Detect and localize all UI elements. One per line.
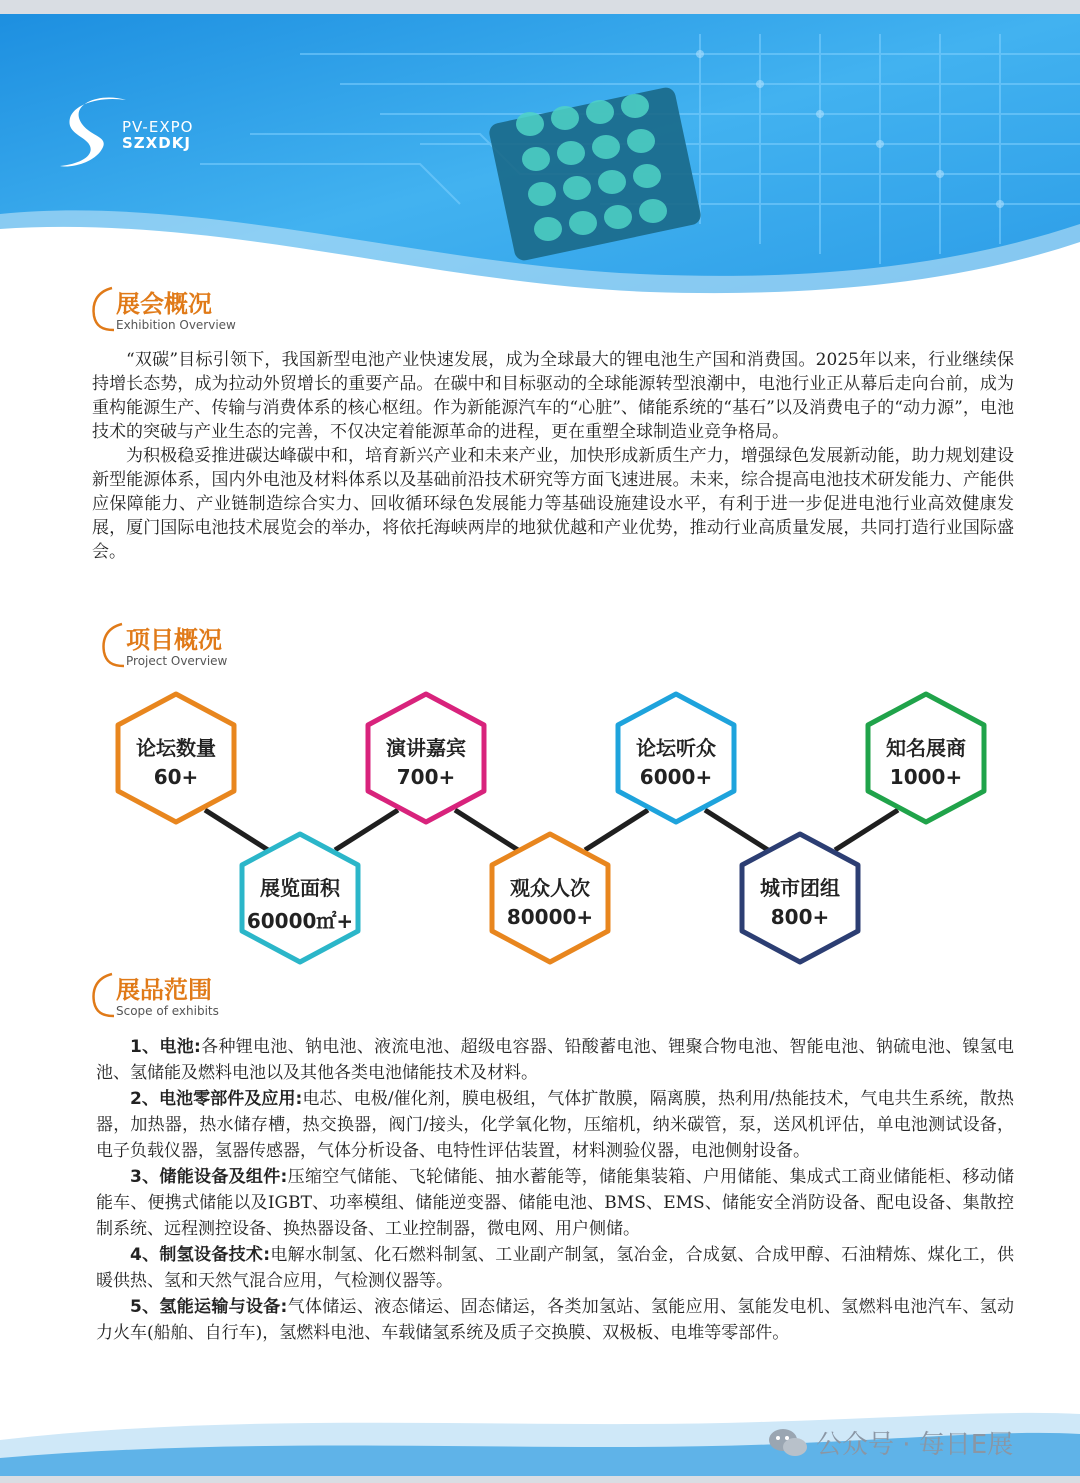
overview-paragraph: “双碳”目标引领下，我国新型电池产业快速发展，成为全球最大的锂电池生产国和消费国。2025年以来，行业继续保持增长态势，成为拉动外贸增长的重要产品。在碳中和目标驱动的全球能源转型浪潮中，电池行业正从幕后走向台前，成为重构能源生产、传输与消费体系的核心枢纽。作为新能源汽车的“心脏”、储能系统的“基石”以及消费电子的“动力源”，电池技术的突破与产业生态的完善，不仅决定着能源革命的进程，更在重塑全球制造业竞争格局。 xyxy=(92,350,1014,442)
scope-list xyxy=(96,1034,1014,1346)
scope-title: 展品范围 xyxy=(116,976,212,1004)
stat-value: 60000㎡+ xyxy=(246,909,354,933)
stat-value: 80000+ xyxy=(506,905,594,929)
scope-item xyxy=(96,1086,1014,1164)
overview-title: 展会概况 xyxy=(116,290,212,318)
logo-s-icon xyxy=(60,94,130,174)
scope-item xyxy=(96,1242,1014,1294)
project-title: 项目概况 xyxy=(126,626,222,654)
scope-item-head: 4、制氢设备技术: xyxy=(130,1245,271,1265)
stat-label: 展览面积 xyxy=(260,876,340,900)
stat-hex-exhibitors xyxy=(864,690,988,826)
scope-item-text: 压缩空气储能、飞轮储能、抽水蓄能等，储能集装箱、户用储能、集成式工商业储能柜、移动储能车、便携式储能以及IGBT、功率模组、储能逆变器、储能电池、BMS、EMS、储能安全消防设备、配电设备、集散控制系统、远程测控设备、换热器设备、工业控制器，微电网、用户侧储。 xyxy=(96,1167,1014,1239)
scope-item-head: 2、电池零部件及应用: xyxy=(130,1089,303,1109)
project-subtitle: Project Overview xyxy=(126,654,228,668)
scope-item-head: 5、氢能运输与设备: xyxy=(130,1297,288,1317)
stat-label: 城市团组 xyxy=(760,876,840,900)
scope-subtitle: Scope of exhibits xyxy=(116,1004,219,1018)
scope-item-head: 1、电池: xyxy=(130,1037,201,1057)
wechat-icon xyxy=(768,1427,808,1459)
watermark-text: 公众号 · 每日E展 xyxy=(816,1430,1014,1460)
scope-item-text: 各种锂电池、钠电池、液流电池、超级电容器、铅酸蓄电池、锂聚合物电池、智能电池、钠硫电池、镍氢电池、氢储能及燃料电池以及其他各类电池储能技术及材料。 xyxy=(96,1037,1014,1083)
stat-hex-audience xyxy=(614,690,738,826)
stat-hex-city-groups xyxy=(738,830,862,966)
scope-item xyxy=(96,1034,1014,1086)
stat-hex-speakers xyxy=(364,690,488,826)
scope-item-text: 气体储运、液态储运、固态储运，各类加氢站、氢能应用、氢能发电机、氢燃料电池汽车、氢动力火车(船舶、自行车)，氢燃料电池、车载储氢系统及质子交换膜、双极板、电堆等零部件。 xyxy=(96,1297,1014,1343)
scope-item-text: 电芯、电极/催化剂，膜电极组，气体扩散膜，隔离膜，热利用/热能技术，气电共生系统，散热器，加热器，热水储存槽，热交换器，阀门/接头，化学氧化物，压缩机，纳米碳管，泵，送风机评估，单电池测试设备，电子负载仪器，氢器传感器，气体分析设备、电特性评估装置，材料测验仪器，电池侧射设备。 xyxy=(96,1089,1014,1161)
stat-label: 论坛听众 xyxy=(636,736,716,760)
stat-value: 6000+ xyxy=(639,765,713,789)
scope-item xyxy=(96,1164,1014,1242)
stat-label: 演讲嘉宾 xyxy=(386,736,466,760)
stat-label: 观众人次 xyxy=(510,876,590,900)
scope-heading xyxy=(90,970,310,1022)
overview-text xyxy=(92,348,1014,564)
stat-label: 论坛数量 xyxy=(136,736,216,760)
stat-hex-visitors xyxy=(488,830,612,966)
stat-value: 60+ xyxy=(153,765,199,789)
overview-subtitle: Exhibition Overview xyxy=(116,318,236,332)
logo-line2: SZXDKJ xyxy=(122,134,191,152)
stat-value: 800+ xyxy=(770,905,830,929)
scope-item-text: 电解水制氢、化石燃料制氢、工业副产制氢，氢冶金，合成氨、合成甲醇、石油精炼、煤化工，供暖供热、氢和天然气混合应用，气检测仪器等。 xyxy=(96,1245,1014,1291)
top-bar xyxy=(0,0,1080,14)
stat-value: 700+ xyxy=(396,765,456,789)
bracket-icon xyxy=(100,622,126,670)
stat-value: 1000+ xyxy=(889,765,963,789)
project-heading xyxy=(100,620,320,672)
overview-heading xyxy=(90,284,310,336)
logo-line1: PV-EXPO xyxy=(122,118,194,136)
stat-hex-forums xyxy=(114,690,238,826)
watermark xyxy=(768,1424,1013,1461)
header-banner xyxy=(0,14,1080,314)
project-stats xyxy=(0,680,1080,980)
stat-label: 知名展商 xyxy=(886,736,966,760)
scope-item xyxy=(96,1294,1014,1346)
bracket-icon xyxy=(90,286,116,334)
logo xyxy=(60,94,220,174)
stat-hex-area xyxy=(238,830,362,966)
overview-paragraph: 为积极稳妥推进碳达峰碳中和，培育新兴产业和未来产业，加快形成新质生产力，增强绿色发展新动能，助力规划建设新型能源体系，国内外电池及材料体系以及基础前沿技术研究等方面飞速进展。未来，综合提高电池技术研发能力、产能供应保障能力、产业链制造综合实力、回收循环绿色发展能力等基础设施建设水平，有利于进一步促进电池行业高效健康发展，厦门国际电池技术展览会的举办，将依托海峡两岸的地狱优越和产业优势，推动行业高质量发展，共同打造行业国际盛会。 xyxy=(92,446,1014,562)
scope-item-head: 3、储能设备及组件: xyxy=(130,1167,288,1187)
bracket-icon xyxy=(90,972,116,1020)
